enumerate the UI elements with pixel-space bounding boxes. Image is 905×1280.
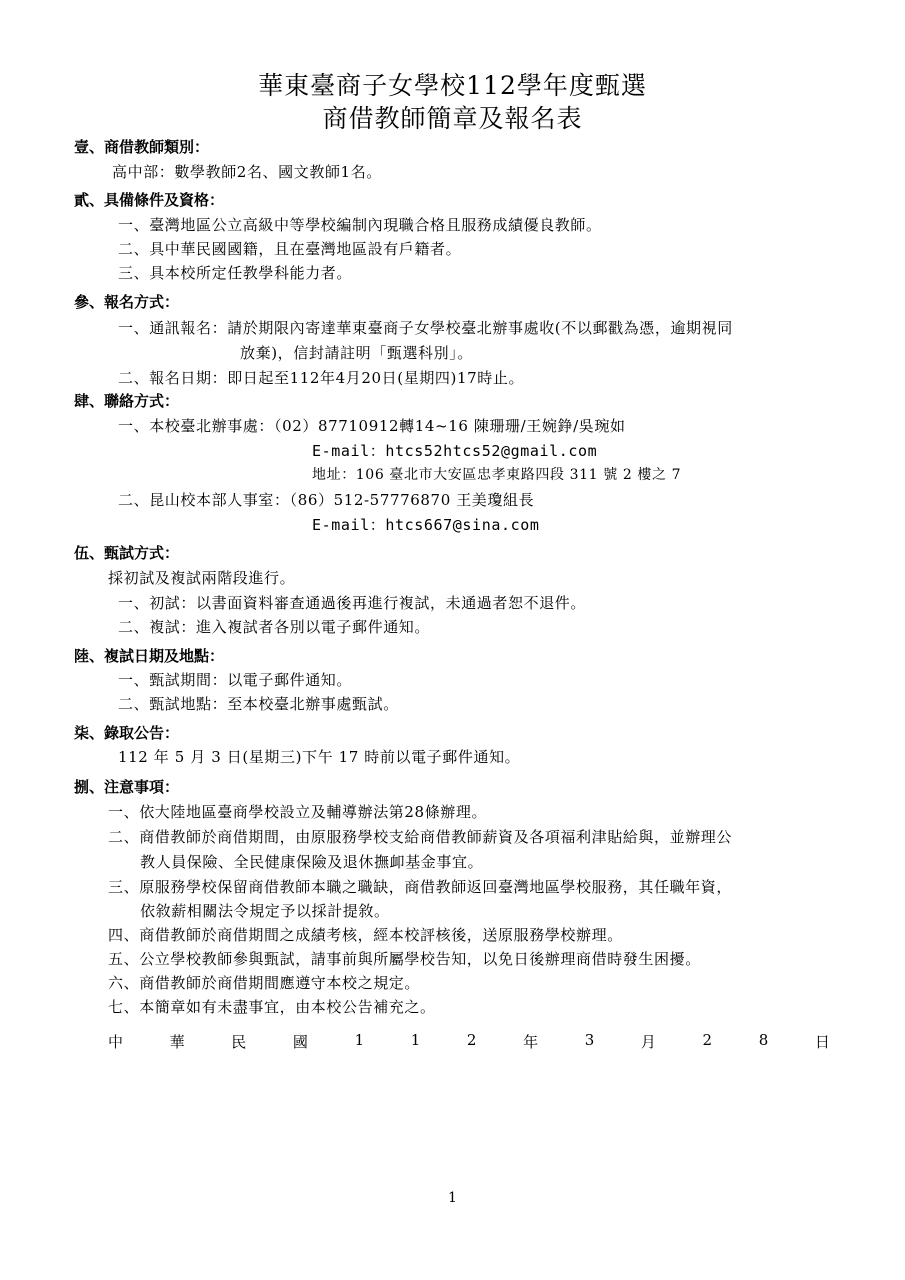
- date-char: 1: [410, 1031, 421, 1049]
- section-heading-retest-date-place: 陸、複試日期及地點：: [74, 647, 225, 665]
- section-line: 112 年 5 月 3 日(星期三)下午 17 時前以電子郵件通知。: [118, 748, 521, 766]
- date-char: 1: [354, 1031, 365, 1049]
- section-line: 二、昆山校本部人事室：（86）512-57776870 王美瓊組長: [118, 491, 535, 509]
- section-line: 一、通訊報名：請於期限內寄達華東臺商子女學校臺北辦事處收(不以郵戳為憑，逾期視同: [118, 319, 733, 337]
- section-heading-qualifications: 貳、具備條件及資格：: [74, 191, 225, 209]
- section-line: 依敘薪相關法令規定予以採計提敘。: [140, 902, 390, 920]
- section-heading-contact: 肆、聯絡方式：: [74, 392, 180, 410]
- section-line: 二、甄試地點：至本校臺北辦事處甄試。: [118, 695, 399, 713]
- section-line: 二、商借教師於商借期間，由原服務學校支給商借教師薪資及各項福利津貼給與，並辦理公: [108, 828, 733, 846]
- section-heading-admission-notice: 柒、錄取公告：: [74, 724, 180, 742]
- section-line: 三、原服務學校保留商借教師本職之職缺，商借教師返回臺灣地區學校服務，其任職年資，: [108, 878, 733, 896]
- date-char: 年: [523, 1033, 539, 1051]
- date-char: 民: [231, 1033, 247, 1051]
- section-line: 二、複試：進入複試者各別以電子郵件通知。: [118, 618, 431, 636]
- section-line: 採初試及複試兩階段進行。: [108, 569, 296, 587]
- section-line: 一、初試：以書面資料審查通過後再進行複試，未通過者恕不退件。: [118, 594, 587, 612]
- section-line: 二、具中華民國國籍，且在臺灣地區設有戶籍者。: [118, 240, 462, 258]
- section-line: 七、本簡章如有未盡事宜，由本校公告補充之。: [108, 998, 436, 1016]
- section-line: 教人員保險、全民健康保險及退休撫卹基金事宜。: [140, 853, 484, 871]
- date-char: 8: [758, 1031, 769, 1049]
- section-line: 一、本校臺北辦事處：（02）87710912轉14~16 陳珊珊/王婉錚/吳琬如: [118, 417, 626, 435]
- date-char: 2: [702, 1031, 713, 1049]
- section-line: 放棄)，信封請註明「甄選科別」。: [240, 344, 473, 362]
- contact-address: 地址：106 臺北市大安區忠孝東路四段 311 號 2 樓之 7: [312, 467, 682, 483]
- page-number: 1: [448, 1190, 457, 1206]
- date-char: 2: [466, 1031, 477, 1049]
- date-char: 中: [108, 1033, 124, 1051]
- date-char: 3: [584, 1031, 595, 1049]
- document-title-line1: 華東臺商子女學校112學年度甄選: [258, 71, 647, 100]
- section-line: 三、具本校所定任教學科能力者。: [118, 264, 353, 282]
- section-line: 二、報名日期：即日起至112年4月20日(星期四)17時止。: [118, 369, 525, 387]
- section-line: 一、臺灣地區公立高級中等學校編制內現職合格且服務成績優良教師。: [118, 216, 602, 234]
- section-line: 一、依大陸地區臺商學校設立及輔導辦法第28條辦理。: [108, 803, 488, 821]
- date-char: 月: [640, 1033, 656, 1051]
- section-heading-registration: 參、報名方式：: [74, 293, 180, 311]
- date-char: 日: [814, 1033, 830, 1051]
- date-char: 華: [169, 1033, 185, 1051]
- section-heading-exam-method: 伍、甄試方式：: [74, 544, 180, 562]
- section-line: 四、商借教師於商借期間之成績考核，經本校評核後，送原服務學校辦理。: [108, 926, 623, 944]
- document-title-line2: 商借教師簡章及報名表: [322, 104, 583, 133]
- section-line: 一、甄試期間：以電子郵件通知。: [118, 671, 353, 689]
- section-line: 五、公立學校教師參與甄試，請事前與所屬學校告知，以免日後辦理商借時發生困擾。: [108, 950, 701, 968]
- section-heading-teacher-category: 壹、商借教師類別：: [74, 138, 210, 156]
- date-char: 國: [292, 1033, 308, 1051]
- section-line: 高中部：數學教師2名、國文教師1名。: [112, 163, 382, 181]
- section-line: 六、商借教師於商借期間應遵守本校之規定。: [108, 974, 421, 992]
- section-heading-notes: 捌、注意事項：: [74, 778, 180, 796]
- contact-email-taipei: E-mail：htcs52htcs52@gmail.com: [312, 442, 598, 460]
- document-date: [108, 1031, 830, 1052]
- contact-email-kunshan: E-mail：htcs667@sina.com: [312, 516, 540, 534]
